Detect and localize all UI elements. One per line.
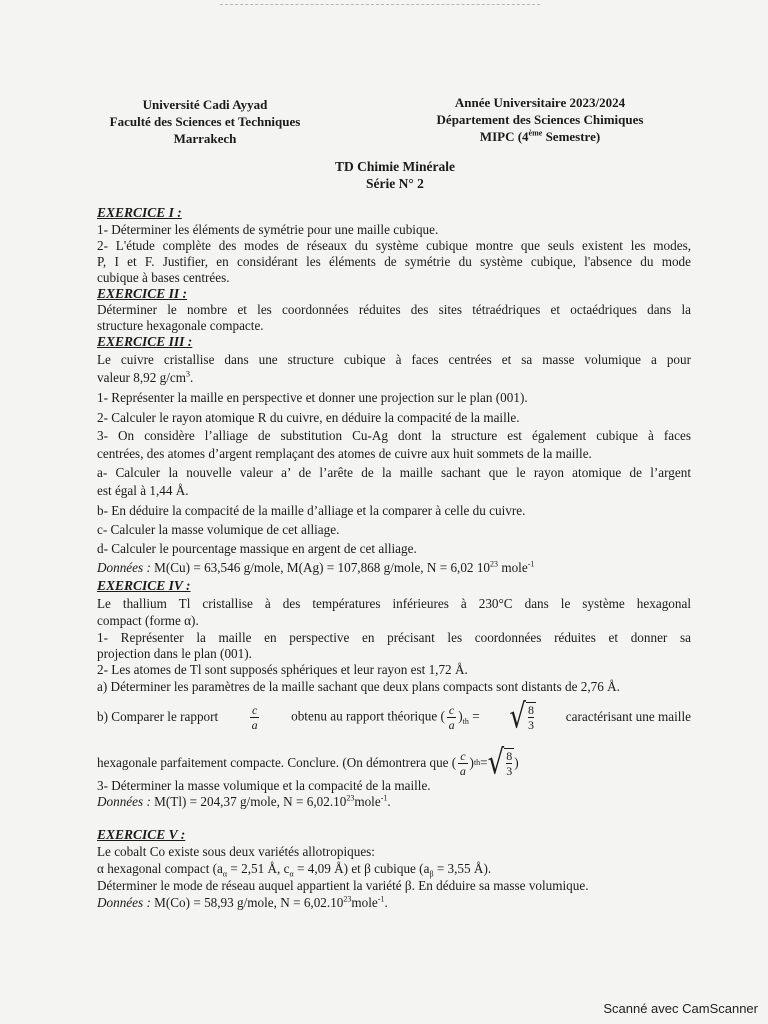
ex4-line: 3- Déterminer la masse volumique et la compacité de la maille.: [97, 778, 431, 793]
ex3-line: 3- On considère l’alliage de substitution Cu-Ag dont la structure est également cubique à faces: [97, 428, 691, 443]
ex3-line: Le cuivre cristallise dans une structure cubique à faces centrées et sa masse volumique a pour: [97, 352, 691, 367]
ex3-line: 1- Représenter la maille en perspective et donner une projection sur le plan (001).: [97, 390, 528, 405]
ex4-line: projection dans le plan (001).: [97, 646, 252, 661]
faculty-name: Faculté des Sciences et Techniques: [109, 114, 301, 129]
city-name: Marrakech: [173, 131, 237, 146]
td-title: TD Chimie Minérale: [335, 159, 455, 174]
exercise-5-heading: EXERCICE V :: [97, 827, 186, 842]
ex3-line: c- Calculer la masse volumique de cet alliage.: [97, 522, 340, 537]
ex5-line: Déterminer le mode de réseau auquel appartient la variété β. En déduire sa masse volumique.: [97, 878, 589, 893]
ex1-line: cubique à bases centrées.: [97, 270, 230, 285]
ex4-line: a) Déterminer les paramètres de la maille sachant que deux plans compacts sont distants de 2,76 Å.: [97, 679, 620, 694]
scan-artifact-line: [220, 4, 540, 7]
ex1-line: 2- L'étude complète des modes de réseaux du système cubique montre que seuls existent les modes,: [97, 238, 691, 253]
ex3-line: d- Calculer le pourcentage massique en argent de cet alliage.: [97, 541, 417, 556]
ex2-line: Déterminer le nombre et les coordonnées réduites des sites tétraédriques et octaédriques dans la: [97, 302, 691, 317]
document-title: [270, 158, 520, 192]
exercise-4-heading: EXERCICE IV :: [97, 578, 191, 593]
ex4-line: 1- Représenter la maille en perspective en précisant les coordonnées réduites et donner sa: [97, 630, 691, 645]
ex5-line: Le cobalt Co existe sous deux variétés allotropiques:: [97, 844, 375, 859]
camscanner-watermark: Scanné avec CamScanner: [603, 1001, 758, 1016]
program-semester: MIPC (4ème Semestre): [479, 128, 601, 144]
ratio-c-over-a: $\frac{c}{a}$: [251, 702, 258, 732]
ex3-data: Données : M(Cu) = 63,546 g/mole, M(Ag) = 107,868 g/mole, N = 6,02 $10^{23}$ mole$^{-1}$: [97, 559, 535, 575]
ex3-line: valeur 8,92 $g/cm^3$.: [97, 369, 194, 385]
department-name: Département des Sciences Chimiques: [436, 112, 644, 127]
exercise-3-heading: EXERCICE III :: [97, 334, 193, 349]
exercise-1-heading: EXERCICE I :: [97, 205, 182, 220]
ex3-line: est égal à 1,44 Å.: [97, 483, 189, 498]
ex5-data: Données : M(Co) = 58,93 g/mole, $N = 6,02.10^{23}mole^{-1}$.: [97, 894, 388, 910]
series-number: Série N° 2: [366, 176, 424, 191]
ex4-data: Données : M(Tl) = 204,37 g/mole, $N = 6,02.10^{23}mole^{-1}$.: [97, 793, 391, 809]
ex4-line: hexagonale parfaitement compacte. Conclure. (On démontrera que ( $\frac{c}{a}$ ) th = √ 8 3 ): [97, 743, 519, 783]
ex3-line: 2- Calculer le rayon atomique R du cuivre, en déduire la compacité de la maille.: [97, 410, 520, 425]
university-header: [80, 96, 330, 147]
sqrt-8-over-3: √ 8 3: [509, 697, 534, 737]
ex4-line: compact (forme α).: [97, 613, 199, 628]
ex3-line: centrées, des atomes d’argent remplaçant des atomes de cuivre aux huit sommets de la maille.: [97, 446, 592, 461]
department-header: [400, 94, 680, 145]
university-name: Université Cadi Ayyad: [142, 97, 268, 112]
ex1-line: P, I et F. Justifier, en considérant les éléments de symétrie du système cubique, l'absence du mode: [97, 254, 691, 269]
academic-year: Année Universitaire 2023/2024: [454, 95, 626, 110]
ex5-line: α hexagonal compact ($a_\alpha = 2,51$ Å, $c_\alpha = 4,09$ Å) et β cubique ($a_\beta = 3,55$ Å).: [97, 861, 492, 879]
ex3-line: a- Calculer la nouvelle valeur a’ de l’arête de la maille sachant que le rayon atomique de l’argent: [97, 465, 691, 480]
ex2-line: structure hexagonale compacte.: [97, 318, 264, 333]
exercise-2-heading: EXERCICE II :: [97, 286, 188, 301]
ex4-line: Le thallium Tl cristallise à des températures inférieures à 230°C dans le système hexagonal: [97, 596, 691, 611]
ex1-line: 1- Déterminer les éléments de symétrie pour une maille cubique.: [97, 222, 439, 237]
ex4-line: 2- Les atomes de Tl sont supposés sphériques et leur rayon est 1,72 Å.: [97, 662, 468, 677]
ex4-ratio-line: b) Comparer le rapport $\frac{c}{a}$ obtenu au rapport théorique ( $\frac{c}{a}$ )$_{th}$ = √ 8 3 caractérisant une maille: [97, 697, 691, 737]
ex3-line: b- En déduire la compacité de la maille d’alliage et la comparer à celle du cuivre.: [97, 503, 526, 518]
